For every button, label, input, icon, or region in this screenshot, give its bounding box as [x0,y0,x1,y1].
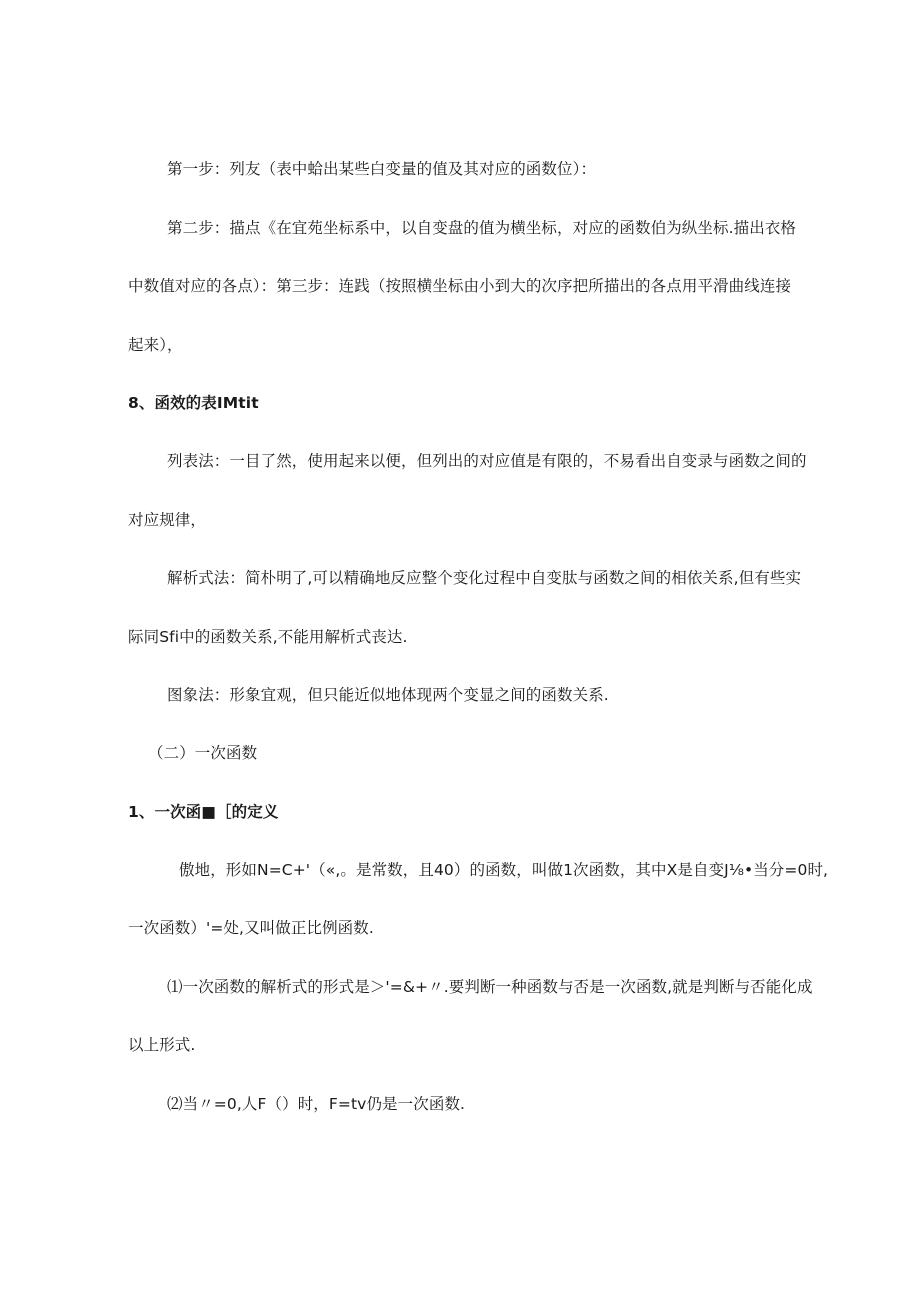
paragraph-note-2: ⑵当〃=0,人F（）时，F=tv仍是一次函数. [167,1095,466,1113]
paragraph-list-method-cont: 对应规律， [128,511,207,529]
paragraph-analytic-method-cont: 际同Sfi中的函数关系,不能用解析式丧达. [128,628,408,646]
paragraph-definition-cont: 一次函数）'=处,又叫做正比例函数. [128,919,374,937]
paragraph-step-two: 第二步：描点《在宜苑坐标系中，以自变盘的值为横坐标，对应的函数伯为纵坐标.描出衣格 [167,219,797,237]
section-heading-8: 8、函效的表IMtit [128,394,259,412]
section-heading-linear-function: （二）一次函数 [148,744,258,762]
paragraph-graph-method: 图象法：形象宜观，但只能近似地体现两个变显之间的函数关系. [167,686,609,704]
paragraph-list-method: 列表法：一目了然，使用起来以便，但列出的对应值是有限的，不易看出自变录与函数之间的 [167,452,807,470]
paragraph-note-1: ⑴一次函数的解析式的形式是＞'=&+〃.要判断一种函数与否是一次函数,就是判断与否能化成 [167,978,813,996]
paragraph-step-one: 第一步：列友（表中蛤出某些白变量的值及其对应的函数位）： [167,160,597,178]
paragraph-definition: 傲地，形如N=C+'（«,。是常数，且40）的函数，叫做1次函数，其中X是自变J⅛•当分=0时, [179,861,829,879]
paragraph-step-two-cont: 中数值对应的各点）：第三步：连践（按照横坐标由小到大的次序把所描出的各点用平滑曲线连接 [128,277,792,295]
paragraph-note-1-cont: 以上形式. [128,1036,196,1054]
paragraph-step-three-cont: 起来）， [128,336,183,354]
paragraph-analytic-method: 解析式法：简朴明了,可以精确地反应整个变化过程中自变肽与函数之间的相依关系,但有些实 [167,569,802,587]
section-heading-definition: 1、一次函■［的定义 [128,803,279,821]
